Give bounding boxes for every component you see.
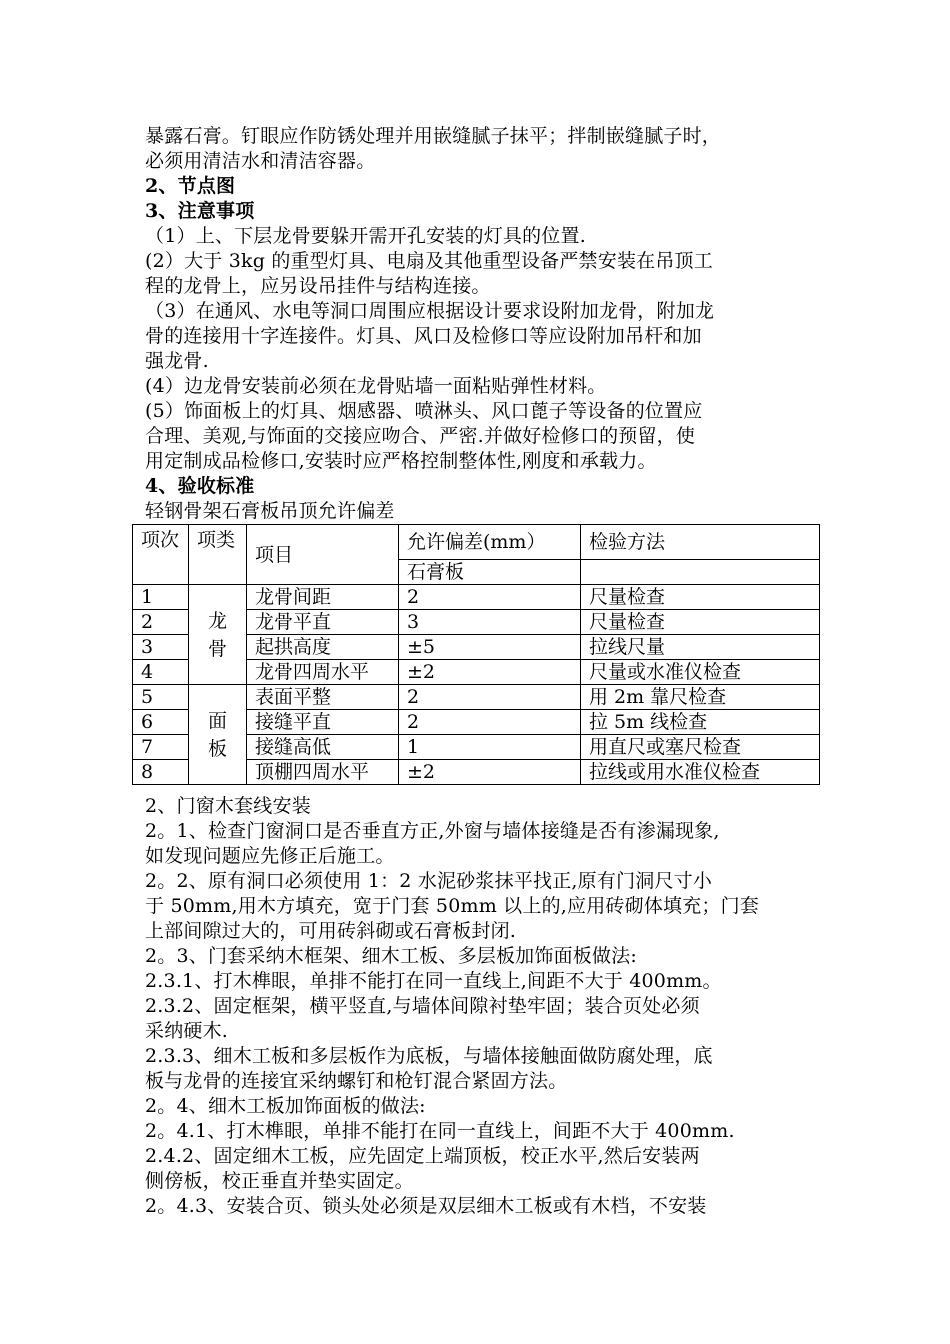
paragraph-line: 骨的连接用十字连接件。灯具、风口及检修口等应设附加吊杆和加 — [145, 325, 702, 347]
cell-item: 顶棚四周水平 — [247, 760, 399, 785]
cell-tolerance: 2 — [399, 585, 581, 610]
cell-no: 3 — [133, 635, 189, 660]
table-header-row — [133, 525, 820, 560]
paragraph-line: 于 50mm,用木方填充，宽于门套 50mm 以上的,应用砖砌体填充；门套 — [145, 895, 760, 917]
cell-tolerance: 1 — [399, 735, 581, 760]
table-caption: 轻钢骨架石膏板吊顶允许偏差 — [145, 500, 395, 522]
cell-tolerance: 2 — [399, 685, 581, 710]
cell-method: 尺量检查 — [581, 585, 820, 610]
cell-item: 接缝平直 — [247, 710, 399, 735]
cell-tolerance: ±2 — [399, 760, 581, 785]
paragraph-line: 强龙骨. — [145, 350, 209, 372]
cell-method: 尺量或水准仪检查 — [581, 660, 820, 685]
cell-item: 接缝高低 — [247, 735, 399, 760]
header-cell-item: 项目 — [247, 525, 399, 585]
cell-no: 4 — [133, 660, 189, 685]
section-heading: 2、门窗木套线安装 — [145, 795, 311, 817]
paragraph-line: （1）上、下层龙骨要躲开需开孔安装的灯具的位置. — [145, 225, 586, 247]
section-heading: 3、注意事项 — [145, 200, 255, 222]
paragraph-line: 用定制成品检修口,安装时应严格控制整体性,刚度和承载力。 — [145, 450, 657, 472]
cell-method: 拉线尺量 — [581, 635, 820, 660]
paragraph-line: （3）在通风、水电等洞口周围应根据设计要求设附加龙骨，附加龙 — [145, 300, 715, 322]
header-cell-no: 项次 — [133, 525, 189, 585]
header-cell-gypsum: 石膏板 — [399, 560, 581, 585]
paragraph-line: 2。1、检查门窗洞口是否垂直方正,外窗与墙体接缝是否有渗漏现象, — [145, 820, 720, 842]
paragraph-line: 板与龙骨的连接宜采纳螺钉和枪钉混合紧固方法。 — [145, 1070, 568, 1092]
header-cell-category: 项类 — [189, 525, 247, 585]
cell-item: 龙骨间距 — [247, 585, 399, 610]
cell-no: 1 — [133, 585, 189, 610]
header-cell-empty — [581, 560, 820, 585]
paragraph-line: 2。3、门套采纳木框架、细木工板、多层板加饰面板做法: — [145, 945, 637, 967]
cell-method: 尺量检查 — [581, 610, 820, 635]
cell-item: 起拱高度 — [247, 635, 399, 660]
cell-group-panel: 面板 — [189, 685, 247, 785]
paragraph-line: (5）饰面板上的灯具、烟感器、喷淋头、风口蓖子等设备的位置应 — [145, 400, 703, 422]
cell-item: 龙骨平直 — [247, 610, 399, 635]
cell-no: 8 — [133, 760, 189, 785]
cell-method: 拉 5m 线检查 — [581, 710, 820, 735]
paragraph-line: 暴露石膏。钉眼应作防锈处理并用嵌缝腻子抹平；拌制嵌缝腻子时， — [145, 125, 722, 147]
cell-no: 6 — [133, 710, 189, 735]
table-row — [133, 585, 820, 610]
paragraph-line: 上部间隙过大的，可用砖斜砌或石膏板封闭. — [145, 920, 517, 942]
paragraph-line: 合理、美观,与饰面的交接应吻合、严密.并做好检修口的预留，使 — [145, 425, 696, 447]
cell-group-keel: 龙骨 — [189, 585, 247, 685]
paragraph-line: 采纳硬木. — [145, 1020, 229, 1042]
table-row — [133, 685, 820, 710]
cell-method: 拉线或用水准仪检查 — [581, 760, 820, 785]
paragraph-line: 如发现问题应先修正后施工。 — [145, 845, 395, 867]
paragraph-line: 侧傍板，校正垂直并垫实固定。 — [145, 1170, 414, 1192]
paragraph-line: 2.3.1、打木榫眼，单排不能打在同一直线上,间距不大于 400mm。 — [145, 970, 722, 992]
paragraph-line: 必须用清洁水和清洁容器。 — [145, 150, 376, 172]
cell-no: 2 — [133, 610, 189, 635]
cell-item: 龙骨四周水平 — [247, 660, 399, 685]
cell-tolerance: ±5 — [399, 635, 581, 660]
cell-tolerance: ±2 — [399, 660, 581, 685]
paragraph-line: 2.3.2、固定框架，横平竖直,与墙体间隙衬垫牢固；装合页处必须 — [145, 995, 700, 1017]
cell-no: 5 — [133, 685, 189, 710]
paragraph-line: 2。4、细木工板加饰面板的做法: — [145, 1095, 426, 1117]
paragraph-line: 2.4.2、固定细木工板，应先固定上端顶板，校正水平,然后安装两 — [145, 1145, 700, 1167]
paragraph-line: 程的龙骨上，应另设吊挂件与结构连接。 — [145, 275, 491, 297]
paragraph-line: 2。4.3、安装合页、锁头处必须是双层细木工板或有木档，不安装 — [145, 1195, 707, 1217]
tolerance-table — [132, 524, 820, 785]
cell-item: 表面平整 — [247, 685, 399, 710]
cell-no: 7 — [133, 735, 189, 760]
paragraph-line: 2。2、原有洞口必须使用 1：2 水泥砂浆抹平找正,原有门洞尺寸小 — [145, 870, 713, 892]
cell-tolerance: 3 — [399, 610, 581, 635]
cell-method: 用 2m 靠尺检查 — [581, 685, 820, 710]
section-heading: 2、节点图 — [145, 175, 236, 197]
paragraph-line: 2。4.1、打木榫眼，单排不能打在同一直线上，间距不大于 400mm. — [145, 1120, 735, 1142]
paragraph-line: 2.3.3、细木工板和多层板作为底板，与墙体接触面做防腐处理，底 — [145, 1045, 713, 1067]
paragraph-line: (4）边龙骨安装前必须在龙骨贴墙一面粘贴弹性材料。 — [145, 375, 607, 397]
header-cell-tolerance: 允许偏差(mm） — [399, 525, 581, 560]
cell-method: 用直尺或塞尺检查 — [581, 735, 820, 760]
section-heading: 4、验收标准 — [145, 475, 255, 497]
header-cell-method: 检验方法 — [581, 525, 820, 560]
paragraph-line: (2）大于 3kg 的重型灯具、电扇及其他重型设备严禁安装在吊顶工 — [145, 250, 713, 272]
cell-tolerance: 2 — [399, 710, 581, 735]
